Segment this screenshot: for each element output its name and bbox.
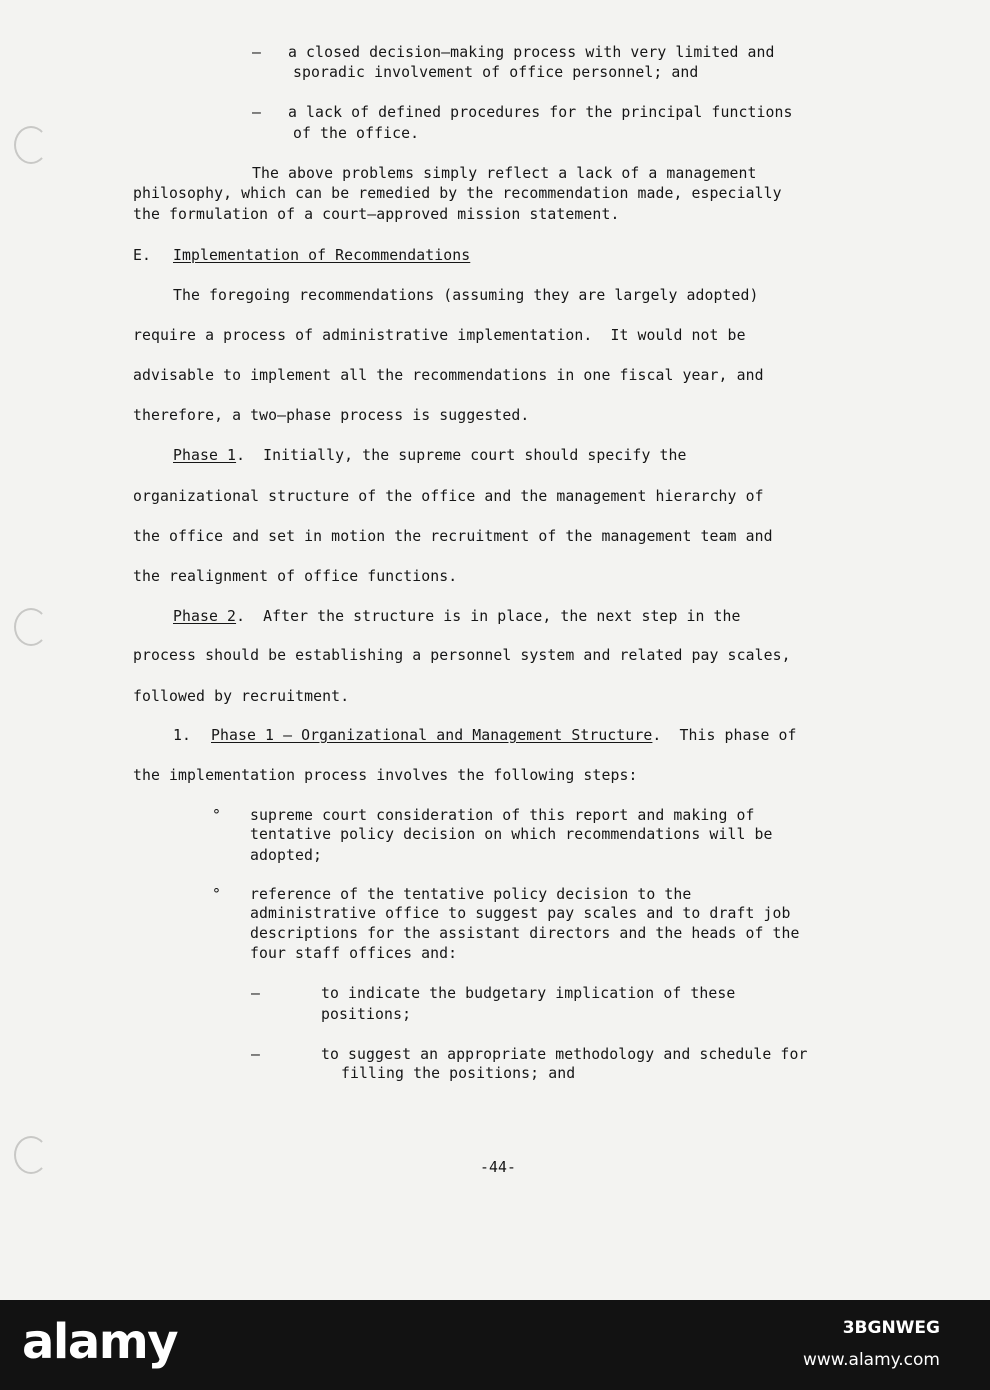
item-title: Phase 1 – Organizational and Management Structure (211, 727, 653, 744)
phase-2-line (173, 607, 741, 627)
bullet-mark: ° (212, 807, 222, 824)
punch-hole (14, 126, 48, 164)
text-line: of the office. (293, 125, 420, 142)
text-segment: . This phase of (652, 727, 797, 744)
text-line: the implementation process involves the following steps: (133, 767, 638, 784)
text-line: philosophy, which can be remedied by the recommendation made, especially (133, 185, 782, 202)
sub-dash: – (251, 985, 261, 1002)
punch-hole (14, 608, 48, 646)
text-line: the office and set in motion the recruitment of the management team and (133, 528, 773, 545)
text-segment: . Initially, the supreme court should specify the (236, 447, 687, 464)
site-url: www.alamy.com (802, 1350, 940, 1370)
bullet-mark: ° (212, 886, 222, 903)
text-line: sporadic involvement of office personnel; and (293, 64, 699, 81)
brand-logo: alamy (22, 1314, 178, 1370)
phase-1-label: Phase 1 (173, 447, 237, 464)
text-line: – a lack of defined procedures for the principal functions (252, 104, 793, 121)
text-line: four staff offices and: (250, 945, 458, 962)
page-number: -44- (480, 1159, 517, 1176)
text-segment: . After the structure is in place, the next step in the (236, 608, 741, 625)
punch-hole (14, 1136, 48, 1174)
text-line: process should be establishing a personnel system and related pay scales, (133, 647, 791, 664)
text-line: require a process of administrative implementation. It would not be (133, 327, 746, 344)
text-line: followed by recruitment. (133, 688, 350, 705)
text-line: filling the positions; and (341, 1065, 576, 1082)
item-1-line (211, 726, 797, 746)
text-line: supreme court consideration of this report and making of (250, 807, 755, 824)
item-number: 1. (173, 727, 192, 744)
text-line: reference of the tentative policy decision to the (250, 886, 692, 903)
section-letter: E. (133, 247, 152, 264)
text-line: the realignment of office functions. (133, 568, 458, 585)
text-line: administrative office to suggest pay scales and to draft job (250, 905, 791, 922)
text-line: The above problems simply reflect a lack of a management (252, 165, 757, 182)
text-line: the formulation of a court–approved mission statement. (133, 206, 620, 223)
text-line: adopted; (250, 847, 323, 864)
text-line: The foregoing recommendations (assuming they are largely adopted) (173, 287, 759, 304)
text-line: advisable to implement all the recommendations in one fiscal year, and (133, 367, 764, 384)
image-id: 3BGNWEG (842, 1318, 940, 1338)
text-line: therefore, a two–phase process is suggested. (133, 407, 530, 424)
sub-dash: – (251, 1046, 261, 1063)
text-line: organizational structure of the office and the management hierarchy of (133, 488, 764, 505)
text-line: – a closed decision–making process with very limited and (252, 44, 775, 61)
text-line: positions; (321, 1006, 412, 1023)
phase-1-line (173, 446, 687, 466)
text-line: to indicate the budgetary implication of these (321, 985, 736, 1002)
phase-2-label: Phase 2 (173, 608, 237, 625)
section-title: Implementation of Recommendations (173, 247, 471, 264)
text-line: to suggest an appropriate methodology and schedule for (321, 1046, 808, 1063)
text-line: descriptions for the assistant directors and the heads of the (250, 925, 800, 942)
text-line: tentative policy decision on which recommendations will be (250, 826, 773, 843)
